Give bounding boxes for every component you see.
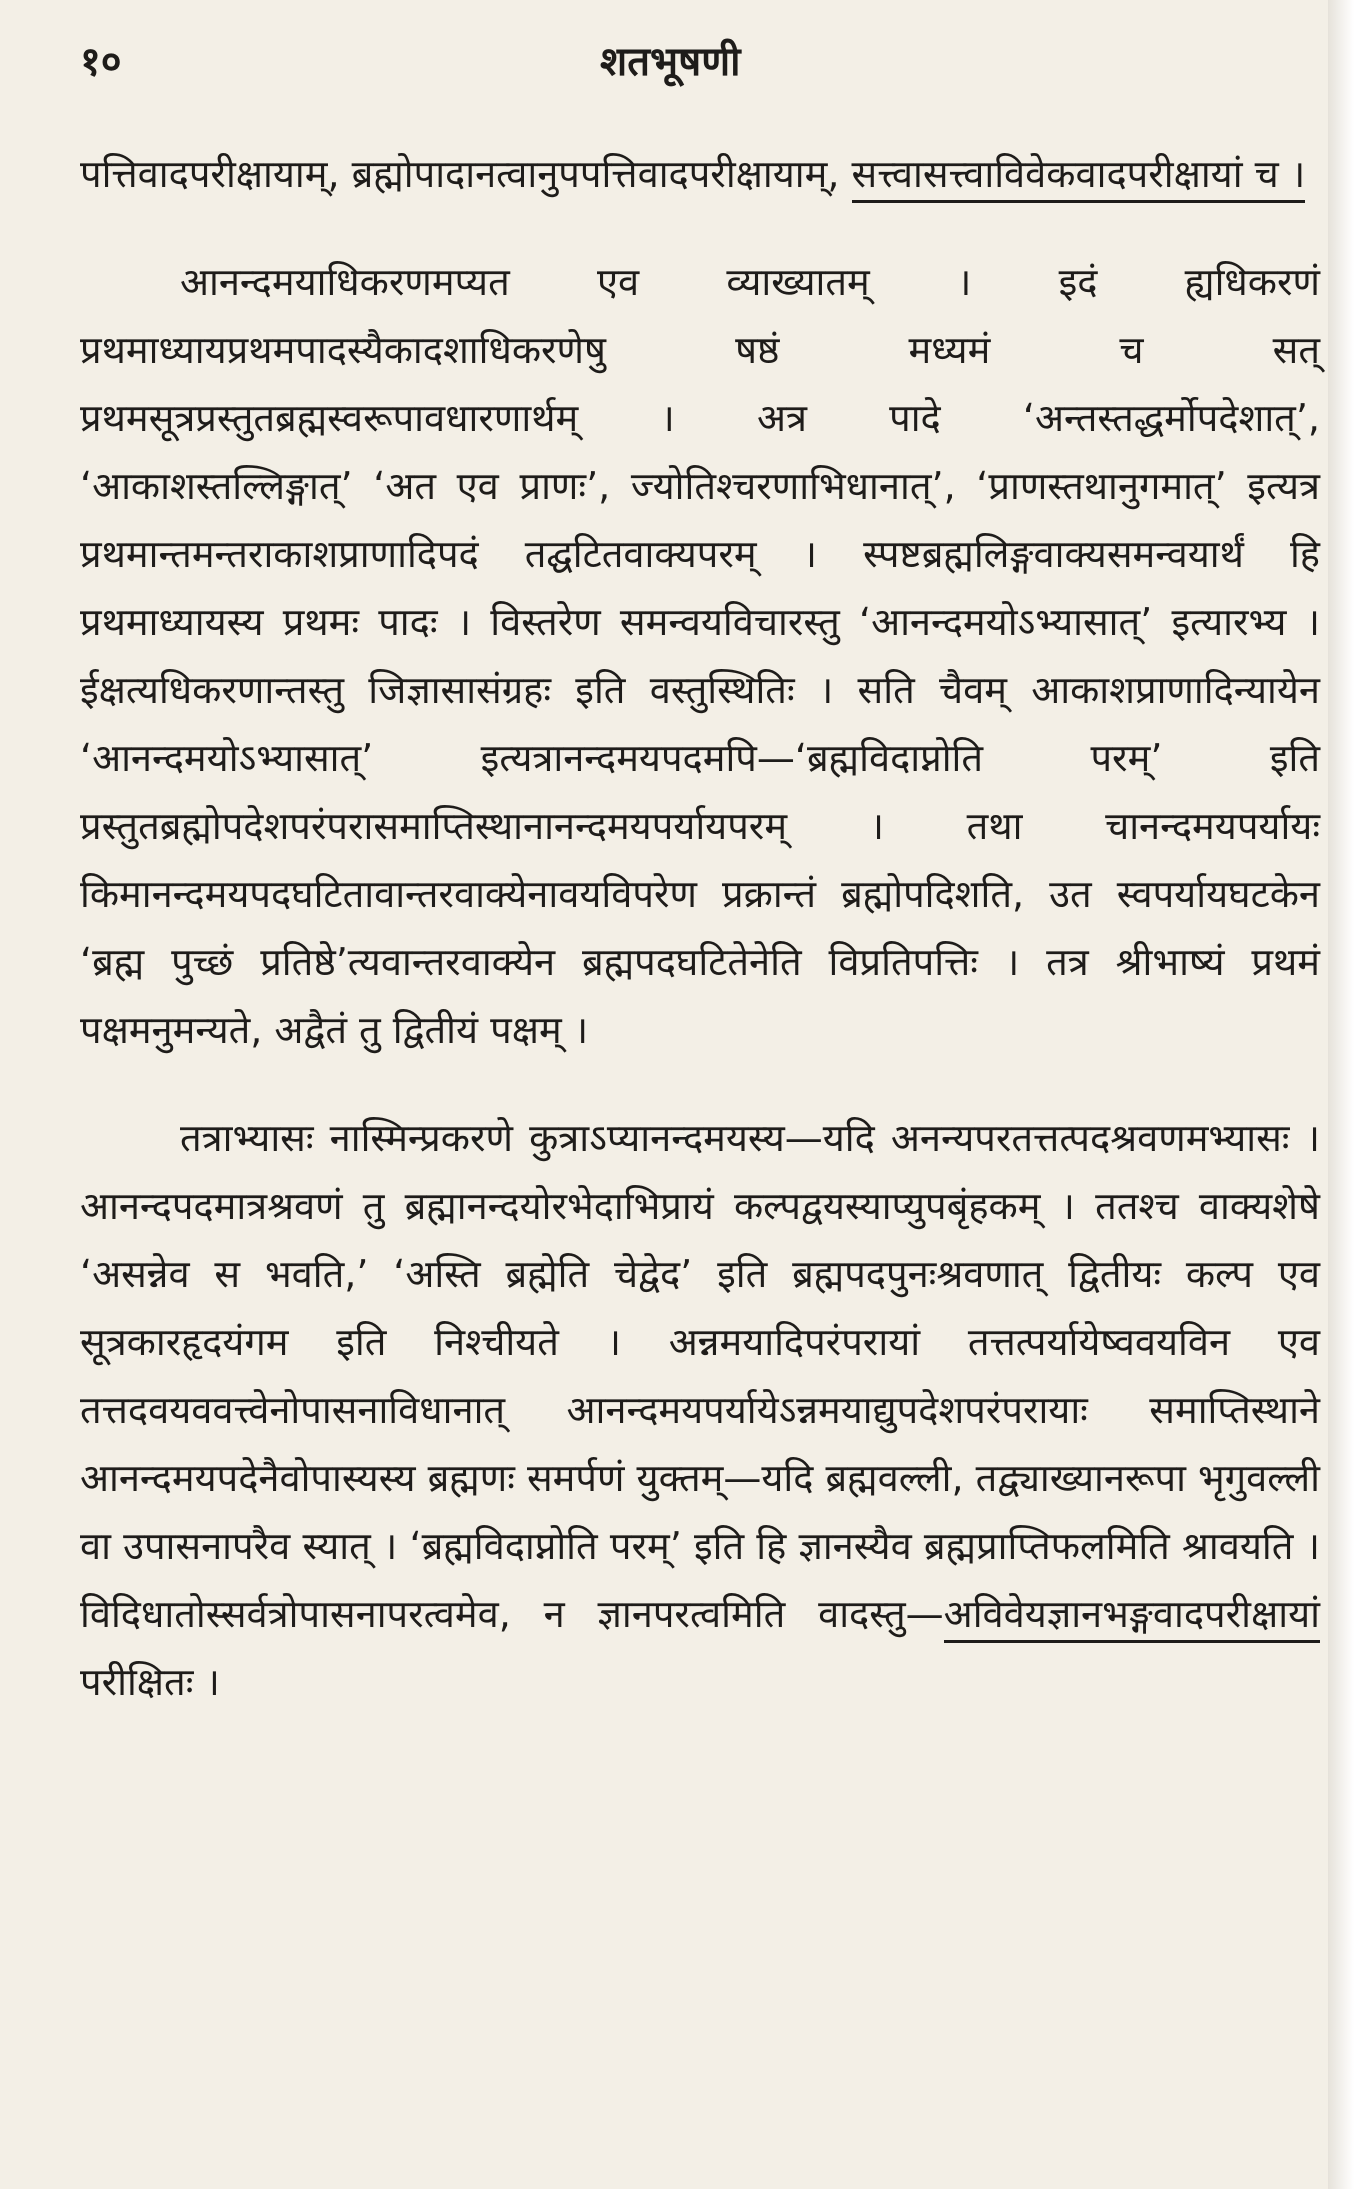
paragraph-3-tail: परीक्षितः ।	[80, 1660, 220, 1704]
scan-page-edge	[1328, 0, 1354, 2189]
underlined-reference: अविवेयज्ञानभङ्गवादपरीक्षायां	[944, 1592, 1320, 1643]
paragraph-1	[80, 140, 1320, 208]
underlined-reference: सत्त्वासत्त्वाविवेकवादपरीक्षायां च ।	[852, 152, 1306, 203]
paragraph-2	[80, 248, 1320, 1064]
page-number: १०	[80, 39, 122, 85]
running-title: शतभूषणी	[600, 39, 741, 85]
body-text	[80, 140, 1320, 1716]
paragraph-2-text: आनन्दमयाधिकरणमप्यत एव व्याख्यातम् । इदं ह्यधिकरणं प्रथमाध्यायप्रथमपादस्यैकादशाधिकरणेषु षष्ठं मध्यमं च सत् प्रथमसूत्रप्रस्तुतब्रह्मस्वरूपावधारणार्थम् । अत्र पादे ‘अन्तस्तद्धर्मोपदेशात्’, ‘आकाशस्तल्लिङ्गात्’ ‘अत एव प्राणः’, ज्योतिश्चरणाभिधानात्’, ‘प्राणस्तथानुगमात्’ इत्यत्र प्रथमान्तमन्तराकाशप्राणादिपदं तद्घटितवाक्यपरम् । स्पष्टब्रह्मलिङ्गवाक्यसमन्वयार्थं हि प्रथमाध्यायस्य प्रथमः पादः । विस्तरेण समन्वयविचारस्तु ‘आनन्दमयोऽभ्यासात्’ इत्यारभ्य । ईक्षत्यधिकरणान्तस्तु जिज्ञासासंग्रहः इति वस्तुस्थितिः । सति चैवम् आकाशप्राणादिन्यायेन ‘आनन्दमयोऽभ्यासात्’ इत्यत्रानन्दमयपदमपि—‘ब्रह्मविदाप्नोति परम्’ इति प्रस्तुतब्रह्मोपदेशपरंपरासमाप्तिस्थानानन्दमयपर्यायपरम् । तथा चानन्दमयपर्यायः किमानन्दमयपदघटितावान्तरवाक्येनावयविपरेण प्रक्रान्तं ब्रह्मोपदिशति, उत स्वपर्यायघटकेन ‘ब्रह्म पुच्छं प्रतिष्ठे’त्यवान्तरवाक्येन ब्रह्मपदघटितेनेति विप्रतिपत्तिः । तत्र श्रीभाष्यं प्रथमं पक्षमनुमन्यते, अद्वैतं तु द्वितीयं पक्षम् ।	[80, 260, 1320, 1052]
running-head	[80, 32, 1260, 92]
paragraph-3	[80, 1104, 1320, 1716]
paragraph-3-text: तत्राभ्यासः नास्मिन्प्रकरणे कुत्राऽप्यानन्दमयस्य—यदि अनन्यपरतत्तत्पदश्रवणमभ्यासः । आनन्दपदमात्रश्रवणं तु ब्रह्मानन्दयोरभेदाभिप्रायं कल्पद्वयस्याप्युपबृंहकम् । ततश्च वाक्यशेषे ‘असन्नेव स भवति,’ ‘अस्ति ब्रह्मेति चेद्वेद’ इति ब्रह्मपदपुनःश्रवणात् द्वितीयः कल्प एव सूत्रकारहृदयंगम इति निश्चीयते । अन्नमयादिपरंपरायां तत्तत्पर्यायेष्ववयविन एव तत्तदवयववत्त्वेनोपासनाविधानात् आनन्दमयपर्यायेऽन्नमयाद्युपदेशपरंपरायाः समाप्तिस्थाने आनन्दमयपदेनैवोपास्यस्य ब्रह्मणः समर्पणं युक्तम्—यदि ब्रह्मवल्ली, तद्व्याख्यानरूपा भृगुवल्ली वा उपासनापरैव स्यात् । ‘ब्रह्मविदाप्नोति परम्’ इति हि ज्ञानस्यैव ब्रह्मप्राप्तिफलमिति श्रावयति । विदिधातोस्सर्वत्रोपासनापरत्वमेव, न ज्ञानपरत्वमिति वादस्तु—	[80, 1116, 1320, 1636]
paragraph-1-text: पत्तिवादपरीक्षायाम्, ब्रह्मोपादानत्वानुपपत्तिवादपरीक्षायाम्,	[80, 152, 852, 196]
